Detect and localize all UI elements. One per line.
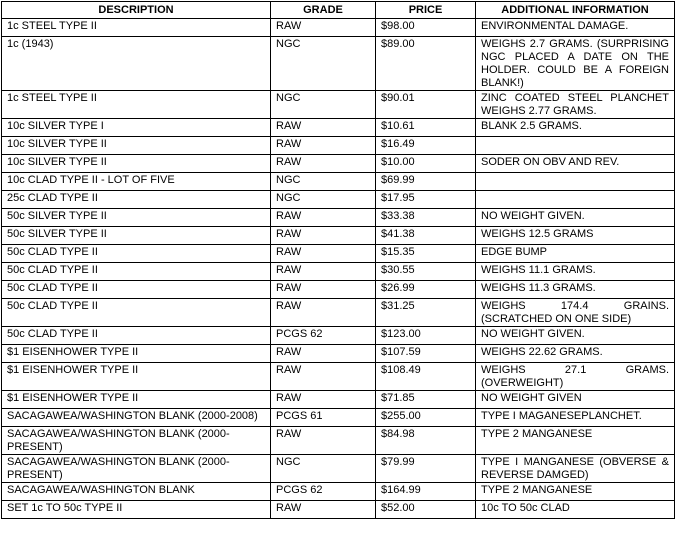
cell-price: $255.00 — [376, 409, 476, 427]
cell-description: SACAGAWEA/WASHINGTON BLANK (2000-2008) — [2, 409, 271, 427]
cell-description: 1c STEEL TYPE II — [2, 19, 271, 37]
table-row — [2, 299, 675, 327]
cell-additional-information: WEIGHS 11.3 GRAMS. — [476, 281, 675, 299]
cell-grade: NGC — [271, 37, 376, 91]
cell-description: $1 EISENHOWER TYPE II — [2, 345, 271, 363]
cell-additional-information: ZINC COATED STEEL PLANCHET WEIGHS 2.77 GRAMS. — [476, 91, 675, 119]
cell-grade: RAW — [271, 119, 376, 137]
header-price: PRICE — [376, 2, 476, 19]
cell-description: 50c CLAD TYPE II — [2, 245, 271, 263]
cell-description: 10c SILVER TYPE II — [2, 155, 271, 173]
cell-grade: RAW — [271, 209, 376, 227]
table-row — [2, 91, 675, 119]
cell-price: $89.00 — [376, 37, 476, 91]
cell-additional-information: NO WEIGHT GIVEN — [476, 391, 675, 409]
cell-additional-information: BLANK 2.5 GRAMS. — [476, 119, 675, 137]
table-row — [2, 501, 675, 519]
cell-description: 50c CLAD TYPE II — [2, 281, 271, 299]
cell-grade: PCGS 62 — [271, 327, 376, 345]
cell-grade: PCGS 62 — [271, 483, 376, 501]
cell-grade: RAW — [271, 363, 376, 391]
cell-additional-information: WEIGHS 22.62 GRAMS. — [476, 345, 675, 363]
table-row — [2, 173, 675, 191]
cell-grade: RAW — [271, 391, 376, 409]
cell-price: $16.49 — [376, 137, 476, 155]
header-grade: GRADE — [271, 2, 376, 19]
cell-price: $164.99 — [376, 483, 476, 501]
cell-description: 50c CLAD TYPE II — [2, 299, 271, 327]
cell-grade: RAW — [271, 299, 376, 327]
cell-price: $31.25 — [376, 299, 476, 327]
table-row — [2, 409, 675, 427]
cell-price: $52.00 — [376, 501, 476, 519]
cell-additional-information: TYPE 2 MANGANESE — [476, 483, 675, 501]
table-row — [2, 209, 675, 227]
cell-price: $71.85 — [376, 391, 476, 409]
table-row — [2, 245, 675, 263]
cell-description: 50c CLAD TYPE II — [2, 263, 271, 281]
cell-price: $108.49 — [376, 363, 476, 391]
table-row — [2, 483, 675, 501]
cell-description: SET 1c TO 50c TYPE II — [2, 501, 271, 519]
cell-price: $15.35 — [376, 245, 476, 263]
table-row — [2, 155, 675, 173]
cell-description: SACAGAWEA/WASHINGTON BLANK (2000-PRESENT) — [2, 455, 271, 483]
cell-additional-information — [476, 137, 675, 155]
cell-additional-information: WEIGHS 11.1 GRAMS. — [476, 263, 675, 281]
table-row — [2, 19, 675, 37]
cell-price: $30.55 — [376, 263, 476, 281]
cell-description: 25c CLAD TYPE II — [2, 191, 271, 209]
cell-grade: RAW — [271, 281, 376, 299]
cell-price: $98.00 — [376, 19, 476, 37]
cell-additional-information: EDGE BUMP — [476, 245, 675, 263]
table-row — [2, 345, 675, 363]
cell-description: SACAGAWEA/WASHINGTON BLANK — [2, 483, 271, 501]
cell-additional-information: WEIGHS 27.1 GRAMS. (OVERWEIGHT) — [476, 363, 675, 391]
cell-additional-information: TYPE 2 MANGANESE — [476, 427, 675, 455]
table-row — [2, 327, 675, 345]
cell-grade: NGC — [271, 173, 376, 191]
cell-additional-information: WEIGHS 12.5 GRAMS — [476, 227, 675, 245]
table-row — [2, 263, 675, 281]
cell-additional-information: NO WEIGHT GIVEN. — [476, 209, 675, 227]
cell-description: 50c CLAD TYPE II — [2, 327, 271, 345]
cell-price: $26.99 — [376, 281, 476, 299]
table-row — [2, 455, 675, 483]
cell-additional-information: NO WEIGHT GIVEN. — [476, 327, 675, 345]
cell-grade: RAW — [271, 19, 376, 37]
cell-grade: PCGS 61 — [271, 409, 376, 427]
cell-description: 1c (1943) — [2, 37, 271, 91]
cell-description: 1c STEEL TYPE II — [2, 91, 271, 119]
header-description: DESCRIPTION — [2, 2, 271, 19]
cell-grade: RAW — [271, 345, 376, 363]
cell-grade: NGC — [271, 91, 376, 119]
cell-grade: RAW — [271, 137, 376, 155]
cell-price: $41.38 — [376, 227, 476, 245]
table-body — [2, 19, 675, 519]
cell-price: $107.59 — [376, 345, 476, 363]
cell-additional-information: TYPE I MANGANESE (OBVERSE & REVERSE DAMGED) — [476, 455, 675, 483]
cell-price: $69.99 — [376, 173, 476, 191]
cell-price: $90.01 — [376, 91, 476, 119]
cell-description: SACAGAWEA/WASHINGTON BLANK (2000-PRESENT) — [2, 427, 271, 455]
cell-additional-information: SODER ON OBV AND REV. — [476, 155, 675, 173]
cell-grade: RAW — [271, 155, 376, 173]
table-row — [2, 137, 675, 155]
cell-grade: RAW — [271, 227, 376, 245]
cell-description: 10c SILVER TYPE II — [2, 137, 271, 155]
cell-price: $33.38 — [376, 209, 476, 227]
cell-description: 10c SILVER TYPE I — [2, 119, 271, 137]
table-row — [2, 391, 675, 409]
cell-description: 50c SILVER TYPE II — [2, 227, 271, 245]
table-row — [2, 191, 675, 209]
cell-price: $10.61 — [376, 119, 476, 137]
cell-grade: NGC — [271, 191, 376, 209]
cell-additional-information — [476, 191, 675, 209]
table-row — [2, 427, 675, 455]
cell-description: $1 EISENHOWER TYPE II — [2, 363, 271, 391]
header-row — [2, 2, 675, 19]
cell-grade: RAW — [271, 427, 376, 455]
blanks-price-table — [1, 1, 675, 519]
cell-description: 50c SILVER TYPE II — [2, 209, 271, 227]
cell-price: $84.98 — [376, 427, 476, 455]
cell-grade: NGC — [271, 455, 376, 483]
cell-grade: RAW — [271, 501, 376, 519]
table-row — [2, 281, 675, 299]
table-row — [2, 37, 675, 91]
cell-price: $10.00 — [376, 155, 476, 173]
table-row — [2, 227, 675, 245]
cell-grade: RAW — [271, 263, 376, 281]
cell-additional-information: WEIGHS 174.4 GRAINS. (SCRATCHED ON ONE SIDE) — [476, 299, 675, 327]
table-row — [2, 119, 675, 137]
header-additional-information: ADDITIONAL INFORMATION — [476, 2, 675, 19]
cell-additional-information: TYPE I MAGANESEPLANCHET. — [476, 409, 675, 427]
cell-price: $17.95 — [376, 191, 476, 209]
cell-price: $123.00 — [376, 327, 476, 345]
cell-additional-information: ENVIRONMENTAL DAMAGE. — [476, 19, 675, 37]
cell-price: $79.99 — [376, 455, 476, 483]
cell-additional-information: WEIGHS 2.7 GRAMS. (SURPRISING NGC PLACED A DATE ON THE HOLDER. COULD BE A FOREIGN BLANK!) — [476, 37, 675, 91]
cell-grade: RAW — [271, 245, 376, 263]
table-row — [2, 363, 675, 391]
cell-description: 10c CLAD TYPE II - LOT OF FIVE — [2, 173, 271, 191]
cell-additional-information: 10c TO 50c CLAD — [476, 501, 675, 519]
cell-additional-information — [476, 173, 675, 191]
cell-description: $1 EISENHOWER TYPE II — [2, 391, 271, 409]
